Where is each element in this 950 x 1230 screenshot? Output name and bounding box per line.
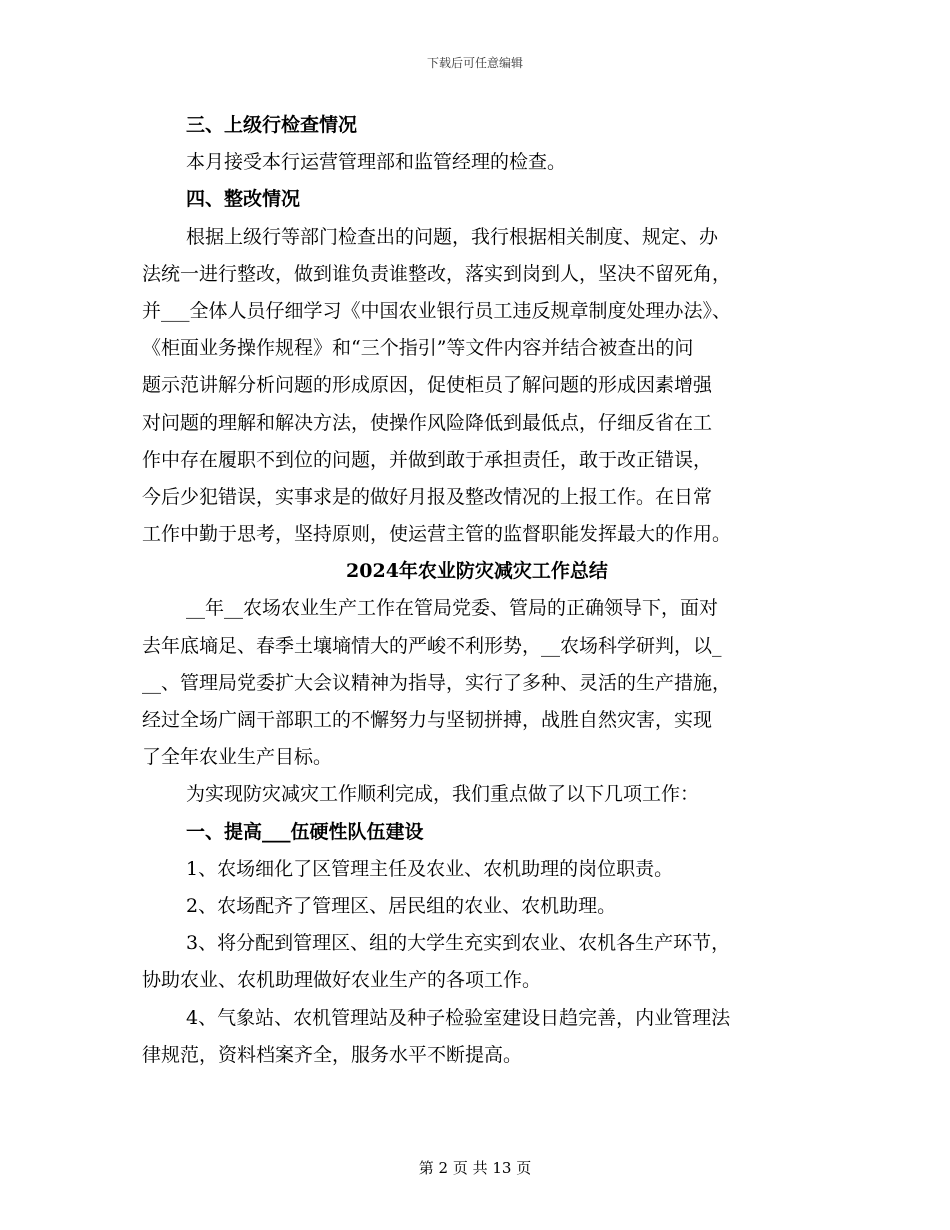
paragraph-line: 本月接受本行运营管理部和监管经理的检查。 bbox=[186, 151, 567, 174]
paragraph-line: 今后少犯错误，实事求是的做好月报及整改情况的上报工作。在日常 bbox=[142, 485, 713, 508]
section-heading-team-building: 一、提高___伍硬性队伍建设 bbox=[186, 820, 424, 843]
paragraph-line: 作中存在履职不到位的问题，并做到敢于承担责任，敢于改正错误， bbox=[142, 448, 713, 471]
paragraph-line: 对问题的理解和解决方法，使操作风险降低到最低点，仔细反省在工 bbox=[142, 411, 713, 434]
paragraph-line: 工作中勤于思考，坚持原则，使运营主管的监督职能发挥最大的作用。 bbox=[142, 523, 732, 546]
header-note: 下载后可任意编辑 bbox=[426, 56, 523, 70]
list-item: 2、农场配齐了管理区、居民组的农业、农机助理。 bbox=[186, 894, 617, 917]
list-item-continuation: 律规范，资料档案齐全，服务水平不断提高。 bbox=[142, 1043, 523, 1066]
paragraph-line: 法统一进行整改，做到谁负责谁整改，落实到岗到人，坚决不留死角， bbox=[142, 262, 732, 285]
paragraph-line: 去年底墒足、春季土壤墒情大的严峻不利形势，__农场科学研判，以_ bbox=[142, 634, 722, 657]
paragraph-line: __年__农场农业生产工作在管局党委、管局的正确领导下，面对 bbox=[186, 597, 719, 620]
list-item: 4、气象站、农机管理站及种子检验室建设日趋完善，内业管理法 bbox=[186, 1006, 731, 1029]
paragraph-line: 《柜面业务操作规程》和“三个指引”等文件内容并结合被查出的问 bbox=[142, 337, 694, 360]
paragraph-line: __、管理局党委扩大会议精神为指导，实行了多种、灵活的生产措施， bbox=[142, 671, 732, 694]
document-body bbox=[142, 107, 812, 1074]
section-heading-rectification: 四、整改情况 bbox=[186, 188, 301, 211]
paragraph-line: 为实现防灾减灾工作顺利完成，我们重点做了以下几项工作： bbox=[186, 783, 700, 806]
list-item-continuation: 协助农业、农机助理做好农业生产的各项工作。 bbox=[142, 969, 542, 992]
list-item: 3、将分配到管理区、组的大学生充实到农业、农机各生产环节， bbox=[186, 932, 731, 955]
section-heading-inspection: 三、上级行检查情况 bbox=[186, 114, 358, 136]
paragraph-line: 根据上级行等部门检查出的问题，我行根据相关制度、规定、办 bbox=[186, 225, 719, 248]
page-number-footer: 第 2 页 共 13 页 bbox=[418, 1159, 532, 1177]
document-title: 2024年农业防灾减灾工作总结 bbox=[346, 560, 608, 583]
paragraph-line: 并___全体人员仔细学习《中国农业银行员工违反规章制度处理办法》、 bbox=[142, 299, 732, 322]
list-item: 1、农场细化了区管理主任及农业、农机助理的岗位职责。 bbox=[186, 857, 674, 880]
paragraph-line: 经过全场广阔干部职工的不懈努力与坚韧拼搏，战胜自然灾害，实现 bbox=[142, 709, 713, 731]
paragraph-line: 题示范讲解分析问题的形成原因，促使柜员了解问题的形成因素增强 bbox=[142, 374, 713, 397]
paragraph-line: 了全年农业生产目标。 bbox=[142, 746, 333, 769]
